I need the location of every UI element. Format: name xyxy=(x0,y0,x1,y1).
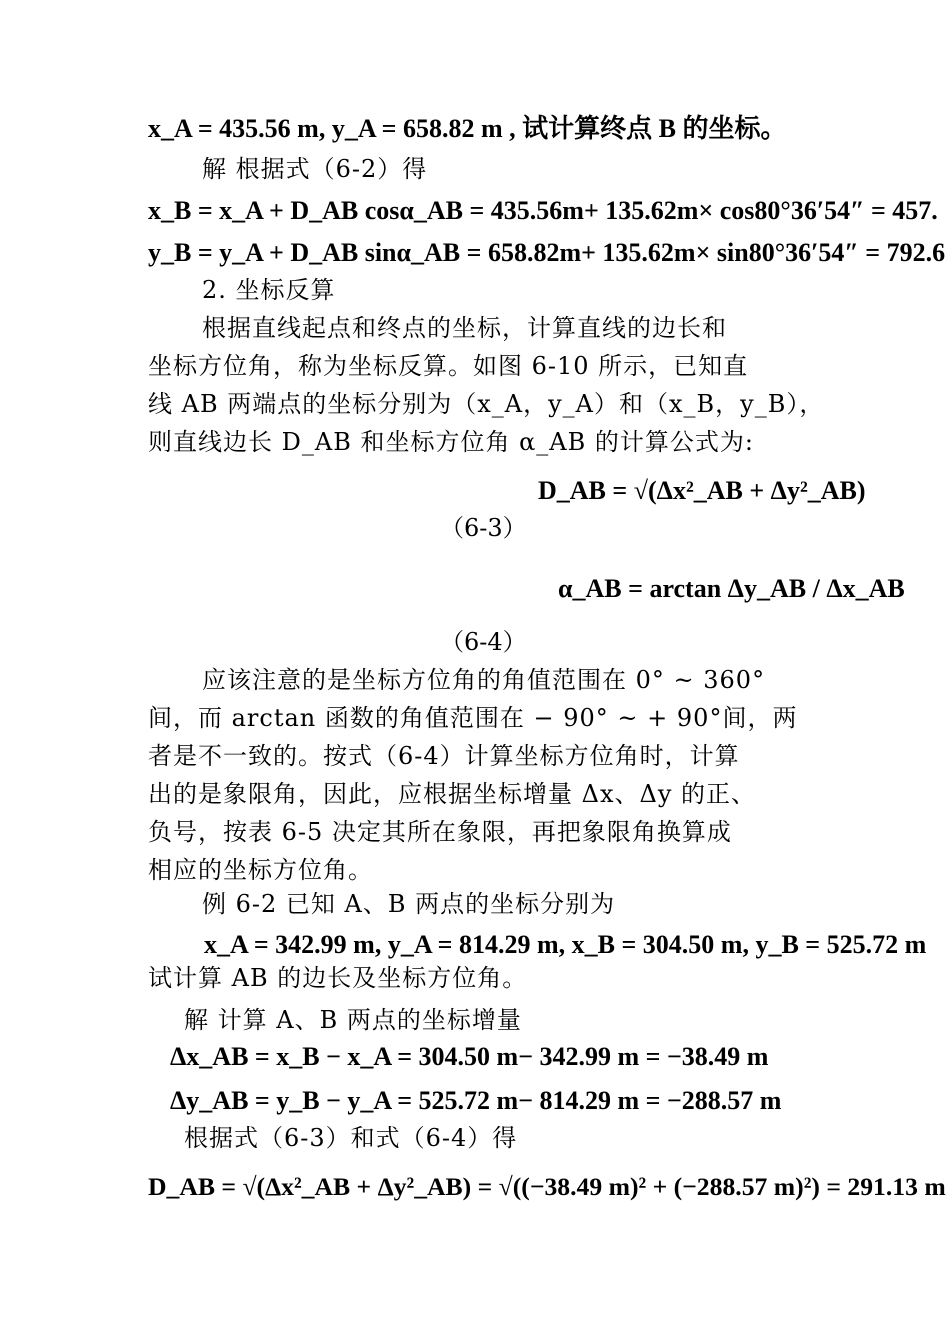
given-coordinates-AB: x_A = 342.99 m, y_A = 814.29 m, x_B = 304.50 m, y_B = 525.72 m xyxy=(204,930,927,959)
solution-intro-2: 解 计算 A、B 两点的坐标增量 xyxy=(184,1006,522,1034)
paragraph-line: 相应的坐标方位角。 xyxy=(148,856,373,884)
equation-delta-x: Δx_AB = x_B − x_A = 304.50 m− 342.99 m = −38.49 m xyxy=(170,1042,769,1071)
paragraph-line: 根据直线起点和终点的坐标，计算直线的边长和 xyxy=(202,314,727,342)
section-heading-inverse-calc: 2. 坐标反算 xyxy=(202,276,336,304)
paragraph-line: 间，而 arctan 函数的角值范围在 − 90° ~ + 90°间，两 xyxy=(148,704,798,732)
solution-intro-3: 根据式（6-3）和式（6-4）得 xyxy=(184,1124,518,1152)
paragraph-line: 出的是象限角，因此，应根据坐标增量 Δx、Δy 的正、 xyxy=(148,780,757,808)
paragraph-line: 应该注意的是坐标方位角的角值范围在 0° ~ 360° xyxy=(202,666,766,694)
formula-distance: D_AB = √(Δx²_AB + Δy²_AB) xyxy=(538,476,866,505)
equation-distance-result: D_AB = √(Δx²_AB + Δy²_AB) = √((−38.49 m)² + (−288.57 m)²) = 291.13 m xyxy=(148,1172,946,1201)
example-heading: 例 6-2 已知 A、B 两点的坐标分别为 xyxy=(202,890,616,918)
paragraph-line: 者是不一致的。按式（6-4）计算坐标方位角时，计算 xyxy=(148,742,740,770)
solution-intro-1: 解 根据式（6-2）得 xyxy=(202,155,428,183)
equation-xB: x_B = x_A + D_AB cosα_AB = 435.56m+ 135.62m× cos80°36′54″ = 457. xyxy=(148,196,938,225)
formula-azimuth: α_AB = arctan Δy_AB / Δx_AB xyxy=(558,574,905,603)
paragraph-line: 负号，按表 6-5 决定其所在象限，再把象限角换算成 xyxy=(148,818,732,846)
equation-delta-y: Δy_AB = y_B − y_A = 525.72 m− 814.29 m = −288.57 m xyxy=(170,1086,782,1115)
equation-number-6-4: （6-4） xyxy=(440,628,527,656)
paragraph-line: 坐标方位角，称为坐标反算。如图 6-10 所示，已知直 xyxy=(148,352,749,380)
equation-yB: y_B = y_A + D_AB sinα_AB = 658.82m+ 135.62m× sin80°36′54″ = 792.6 xyxy=(148,238,946,267)
equation-number-6-3: （6-3） xyxy=(440,514,527,542)
given-coordinates-A: x_A = 435.56 m, y_A = 658.82 m , 试计算终点 B 的坐标。 xyxy=(148,114,787,143)
example-task: 试计算 AB 的边长及坐标方位角。 xyxy=(148,964,528,992)
paragraph-line: 则直线边长 D_AB 和坐标方位角 α_AB 的计算公式为: xyxy=(148,428,754,456)
paragraph-line: 线 AB 两端点的坐标分别为（x_A，y_A）和（x_B，y_B）， xyxy=(148,390,825,418)
